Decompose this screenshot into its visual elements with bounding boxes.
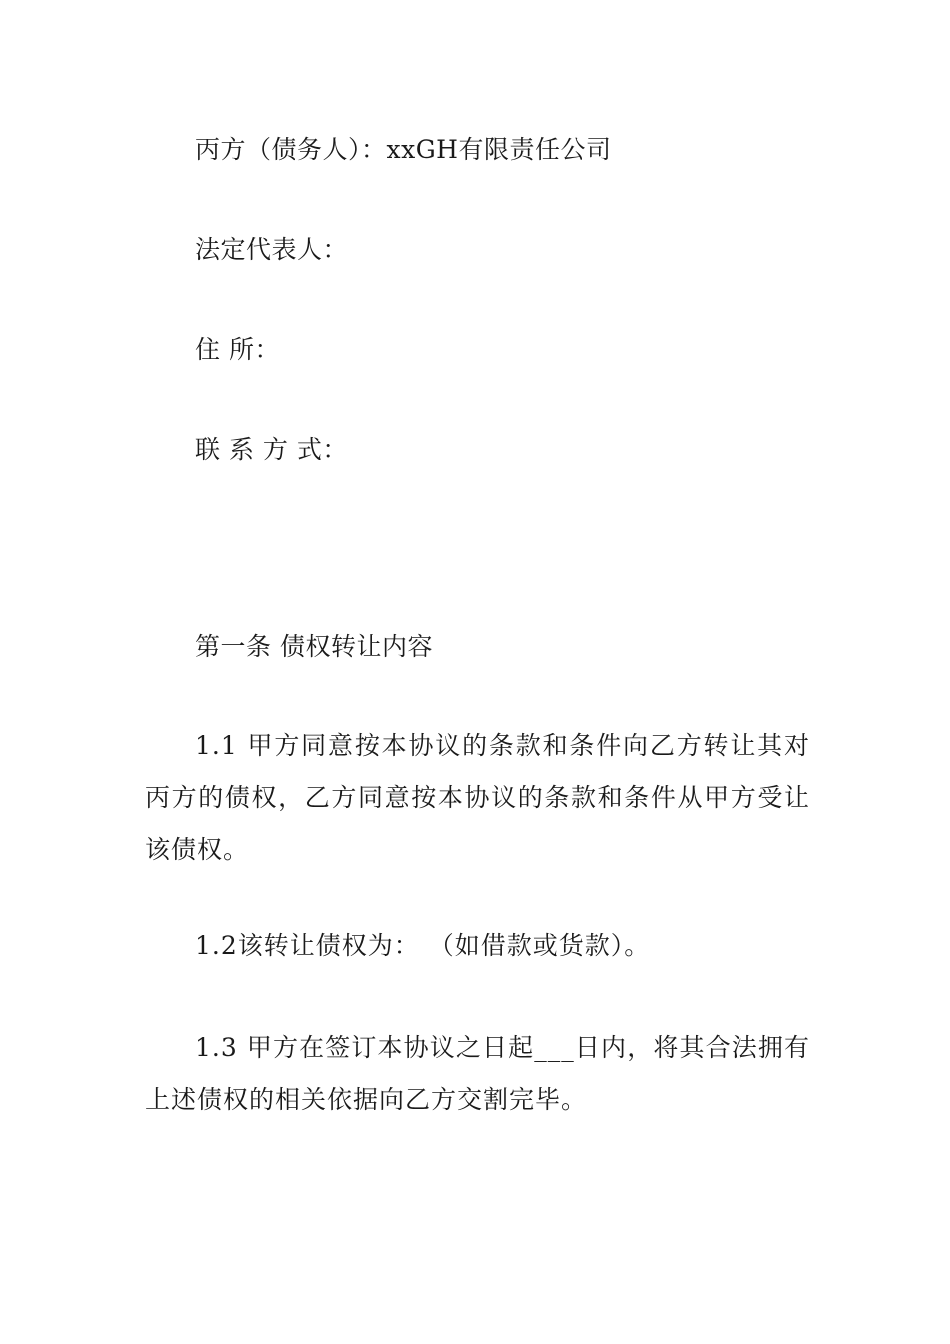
article-1-heading: 第一条 债权转让内容 xyxy=(195,632,433,661)
legal-representative-line: 法定代表人： xyxy=(195,235,349,264)
clause-1-3: 1.3 甲方在签订本协议之日起___日内，将其合法拥有上述债权的相关依据向乙方交割完毕。 xyxy=(145,1033,810,1114)
contact-line: 联 系 方 式： xyxy=(195,435,348,464)
party-c-debtor-line: 丙方（债务人）：xxGH有限责任公司 xyxy=(195,135,612,164)
clause-1-2: 1.2该转让债权为： （如借款或货款）。 xyxy=(195,931,651,960)
address-line: 住 所： xyxy=(195,335,280,364)
clause-1-1: 1.1 甲方同意按本协议的条款和条件向乙方转让其对丙方的债权，乙方同意按本协议的条款和条件从甲方受让该债权。 xyxy=(145,731,810,864)
